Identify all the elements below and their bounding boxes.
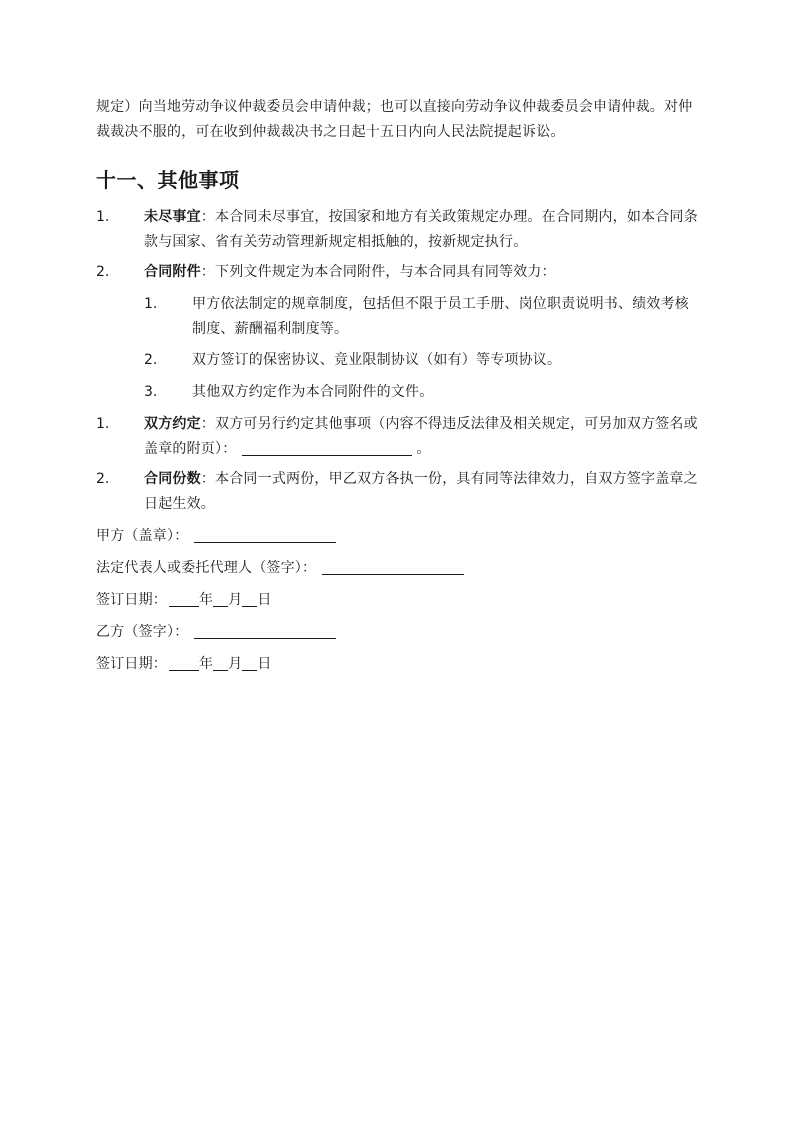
day-field[interactable] [242, 590, 257, 607]
arbitration-paragraph: 规定）向当地劳动争议仲裁委员会申请仲裁；也可以直接向劳动争议仲裁委员会申请仲裁。对仲裁裁决不服的，可在收到仲裁裁决书之日起十五日内向人民法院提起诉讼。 [96, 99, 693, 140]
sign-date-line-1: 签订日期： 年 月 日 [96, 592, 272, 608]
month-field[interactable] [213, 654, 228, 671]
clause-unresolved-matters: 未尽事宜：本合同未尽事宜，按国家和地方有关政策规定办理。在合同期内，如本合同条款与国家、省有关劳动管理新规定相抵触的，按新规定执行。 [144, 209, 698, 250]
party-a-signature-line: 甲方（盖章）： [96, 524, 336, 549]
party-b-sign-field[interactable] [194, 622, 336, 639]
legal-rep-sign-field[interactable] [322, 558, 464, 575]
clause-term: 合同份数 [144, 471, 201, 487]
year-field[interactable] [169, 590, 199, 607]
attachment-other: 其他双方约定作为本合同附件的文件。 [192, 384, 434, 400]
blank-line-field[interactable] [242, 439, 412, 456]
month-field[interactable] [213, 590, 228, 607]
year-field[interactable] [169, 654, 199, 671]
clause-text: 本合同未尽事宜，按国家和地方有关政策规定办理。在合同期内，如本合同条款与国家、省有关劳动管理新规定相抵触的，按新规定执行。 [144, 209, 698, 250]
clause-mutual-agreement: 双方约定：双方可另行约定其他事项（内容不得违反法律及相关规定，可另加双方签名或盖章的附页）： 。 [144, 416, 698, 457]
item-number: 1. [96, 416, 110, 432]
clause-contract-attachments: 合同附件：下列文件规定为本合同附件，与本合同具有同等效力： [144, 264, 556, 280]
subitem-number: 2. [144, 352, 158, 368]
attachment-rules: 甲方依法制定的规章制度，包括但不限于员工手册、岗位职责说明书、绩效考核制度、薪酬福利制度等。 [192, 296, 689, 337]
clause-text: 双方可另行约定其他事项（内容不得违反法律及相关规定，可另加双方签名或盖章的附页）： [144, 416, 698, 457]
legal-rep-signature-line: 法定代表人或委托代理人（签字）： [96, 556, 464, 581]
day-field[interactable] [242, 654, 257, 671]
clause-text: 本合同一式两份，甲乙双方各执一份，具有同等法律效力，自双方签字盖章之日起生效。 [144, 471, 698, 512]
item-number: 1. [96, 209, 110, 225]
item-number: 2. [96, 471, 110, 487]
item-number: 2. [96, 264, 110, 280]
subitem-number: 3. [144, 384, 158, 400]
party-b-signature-line: 乙方（签字）： [96, 620, 336, 645]
attachment-agreements: 双方签订的保密协议、竞业限制协议（如有）等专项协议。 [192, 352, 562, 368]
clause-copies: 合同份数：本合同一式两份，甲乙双方各执一份，具有同等法律效力，自双方签字盖章之日起生效。 [144, 471, 698, 512]
section-title: 十一、其他事项 [96, 168, 240, 192]
clause-term: 未尽事宜 [144, 209, 201, 225]
sign-date-line-2: 签订日期： 年 月 日 [96, 656, 272, 672]
clause-term: 双方约定 [144, 416, 201, 432]
clause-text: 下列文件规定为本合同附件，与本合同具有同等效力： [215, 264, 556, 280]
party-a-seal-field[interactable] [194, 526, 336, 543]
clause-term: 合同附件 [144, 264, 201, 280]
subitem-number: 1. [144, 296, 158, 312]
